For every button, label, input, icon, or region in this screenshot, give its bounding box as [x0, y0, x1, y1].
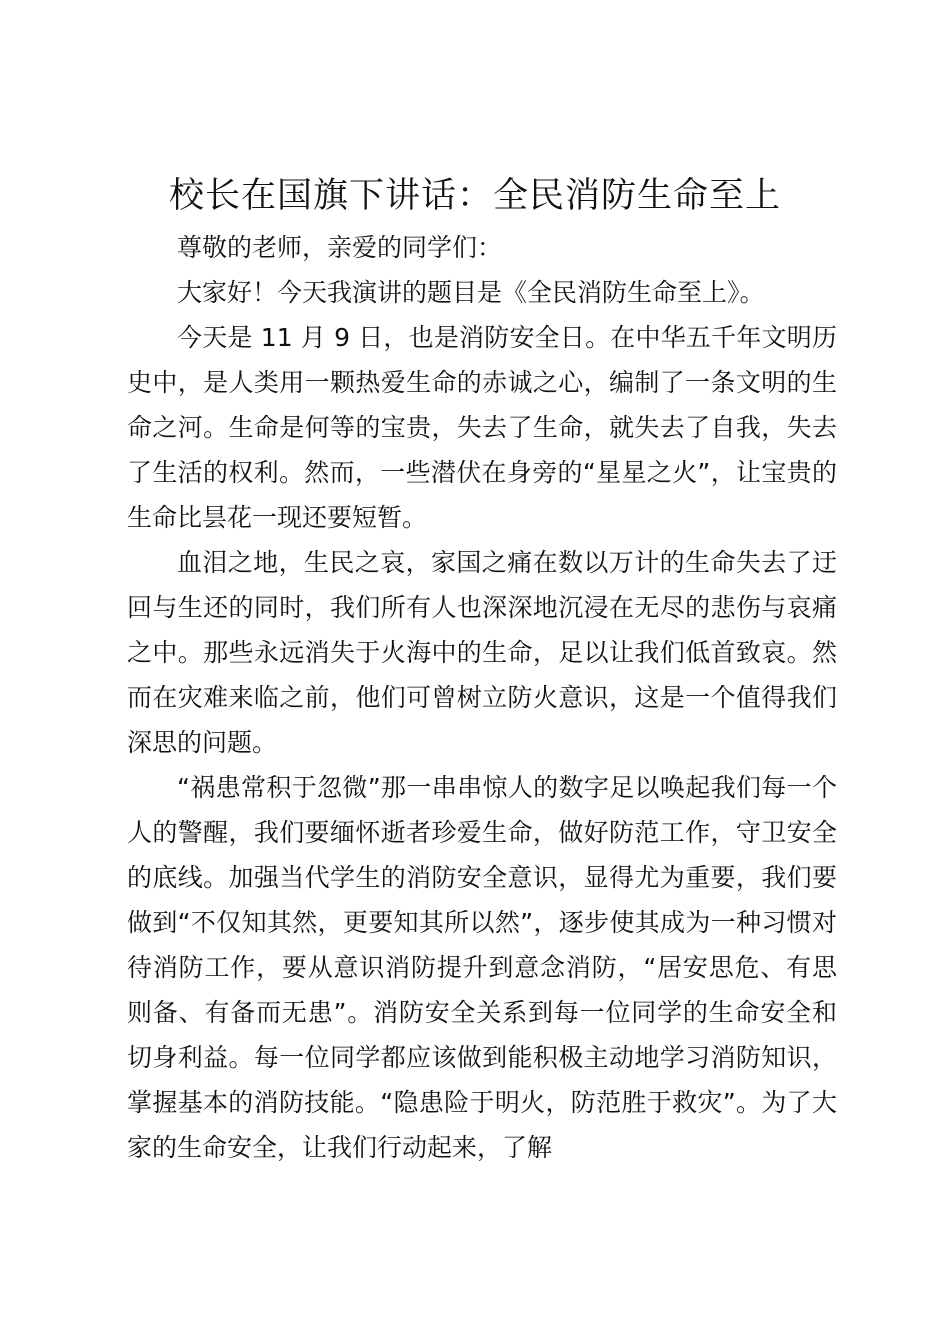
body-paragraph: “祸患常积于忽微”那一串串惊人的数字足以唤起我们每一个人的警醒，我们要缅怀逝者珍爱生命，做好防范工作，守卫安全的底线。加强当代学生的消防安全意识，显得尤为重要，我们要做到“不仅知其然，更要知其所以然”，逐步使其成为一种习惯对待消防工作，要从意识消防提升到意念消防，“居安思危、有思则备、有备而无患”。消防安全关系到每一位同学的生命安全和切身利益。每一位同学都应该做到能积极主动地学习消防知识，掌握基本的消防技能。“隐患险于明火，防范胜于救灾”。为了大家的生命安全，让我们行动起来，了解	[127, 773, 837, 1162]
greeting-paragraph: 大家好！今天我演讲的题目是《全民消防生命至上》。	[177, 278, 765, 307]
document-title: 校长在国旗下讲话：全民消防生命至上	[168, 176, 781, 216]
body-paragraph: 血泪之地，生民之哀，家国之痛在数以万计的生命失去了迂回与生还的同时，我们所有人也深深地沉浸在无尽的悲伤与哀痛之中。那些永远消失于火海中的生命，足以让我们低首致哀。然而在灾难来临之前，他们可曾树立防火意识，这是一个值得我们深思的问题。	[127, 548, 837, 757]
body-paragraph: 今天是 11 月 9 日，也是消防安全日。在中华五千年文明历史中，是人类用一颗热爱生命的赤诚之心，编制了一条文明的生命之河。生命是何等的宝贵，失去了生命，就失去了自我，失去了生活的权利。然而，一些潜伏在身旁的“星星之火”，让宝贵的生命比昙花一现还要短暂。	[127, 323, 837, 532]
document-body	[127, 225, 837, 1170]
salutation-paragraph: 尊敬的老师，亲爱的同学们：	[177, 233, 503, 262]
